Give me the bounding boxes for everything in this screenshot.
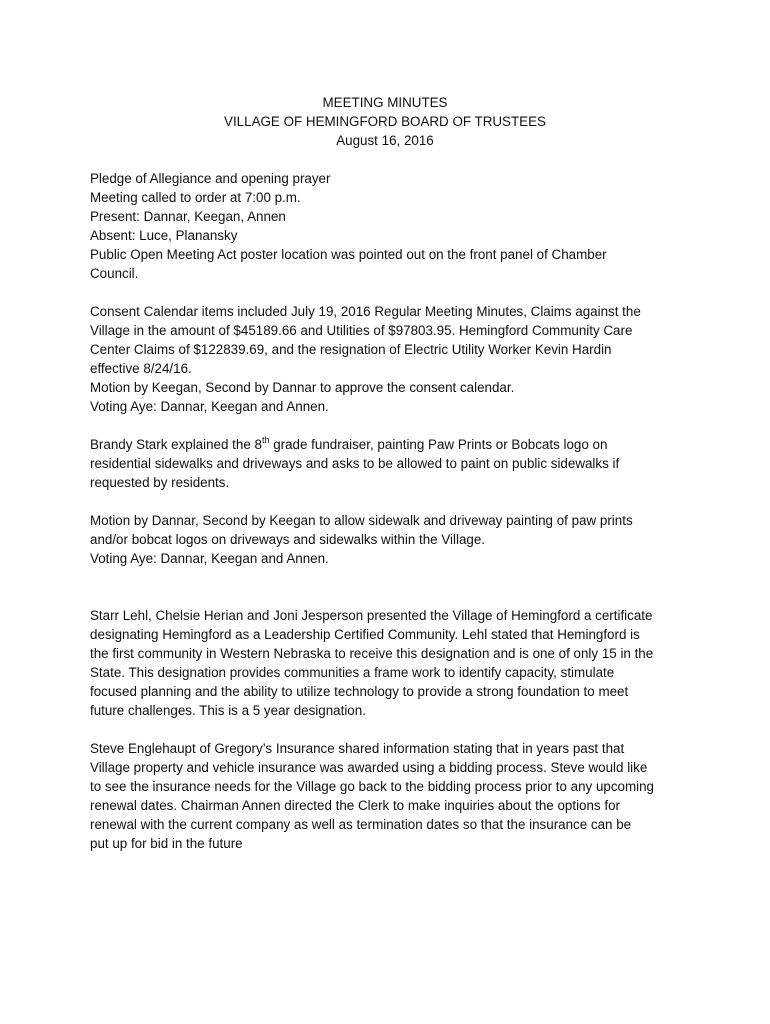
text-line: effective 8/24/16. <box>90 361 192 376</box>
text-line: to see the insurance needs for the Village go back to the bidding process prior to any upcoming <box>90 779 655 794</box>
text-line: focused planning and the ability to utilize technology to provide a strong foundation to meet <box>90 684 629 699</box>
document-title: MEETING MINUTES <box>322 95 448 110</box>
text-line: State. This designation provides communities a frame work to identify capacity, stimulate <box>90 665 615 680</box>
text-segment: grade fundraiser, painting Paw Prints or Bobcats logo on <box>269 437 608 452</box>
text-line: put up for bid in the future <box>90 836 243 851</box>
text-line: Council. <box>90 266 139 281</box>
text-line: renewal dates. Chairman Annen directed the Clerk to make inquiries about the options for <box>90 798 620 813</box>
text-line: Center Claims of $122839.69, and the resignation of Electric Utility Worker Kevin Hardin <box>90 342 612 357</box>
text-line: renewal with the current company as well as termination dates so that the insurance can be <box>90 817 632 832</box>
ordinal-suffix: th <box>261 434 270 445</box>
text-line: Public Open Meeting Act poster location was pointed out on the front panel of Chamber <box>90 247 607 262</box>
meeting-date: August 16, 2016 <box>336 133 434 148</box>
text-line: residential sidewalks and driveways and asks to be allowed to paint on public sidewalks if <box>90 456 620 471</box>
text-line <box>90 435 660 454</box>
text-line: Voting Aye: Dannar, Keegan and Annen. <box>90 551 329 566</box>
text-line: future challenges. This is a 5 year designation. <box>90 703 366 718</box>
text-line: requested by residents. <box>90 475 230 490</box>
text-line: Village property and vehicle insurance was awarded using a bidding process. Steve would like <box>90 760 648 775</box>
insurance-section <box>90 739 660 853</box>
opening-section <box>90 169 660 283</box>
text-line: designating Hemingford as a Leadership Certified Community. Lehl stated that Hemingford is <box>90 627 640 642</box>
text-line: Steve Englehaupt of Gregory’s Insurance shared information stating that in years past that <box>90 741 625 756</box>
motion-section <box>90 511 660 568</box>
text-line: Starr Lehl, Chelsie Herian and Joni Jesperson presented the Village of Hemingford a certificate <box>90 608 653 623</box>
text-line: Consent Calendar items included July 19, 2016 Regular Meeting Minutes, Claims against the <box>90 304 641 319</box>
text-line: Pledge of Allegiance and opening prayer <box>90 171 331 186</box>
certificate-section <box>90 606 660 720</box>
text-line: the first community in Western Nebraska to receive this designation and is one of only 15 in the <box>90 646 654 661</box>
text-line: Motion by Dannar, Second by Keegan to allow sidewalk and driveway painting of paw prints <box>90 513 633 528</box>
text-segment: Brandy Stark explained the 8 <box>90 437 262 452</box>
text-line: Voting Aye: Dannar, Keegan and Annen. <box>90 399 329 414</box>
document-header <box>0 93 770 150</box>
text-line: Absent: Luce, Planansky <box>90 228 238 243</box>
text-line: Village in the amount of $45189.66 and Utilities of $97803.95. Hemingford Community Care <box>90 323 633 338</box>
document-body <box>90 169 660 853</box>
consent-section <box>90 302 660 416</box>
text-line: Meeting called to order at 7:00 p.m. <box>90 190 301 205</box>
fundraiser-section <box>90 435 660 492</box>
text-line: Motion by Keegan, Second by Dannar to approve the consent calendar. <box>90 380 515 395</box>
board-name: VILLAGE OF HEMINGFORD BOARD OF TRUSTEES <box>224 114 546 129</box>
text-line: Present: Dannar, Keegan, Annen <box>90 209 286 224</box>
text-line: and/or bobcat logos on driveways and sidewalks within the Village. <box>90 532 486 547</box>
